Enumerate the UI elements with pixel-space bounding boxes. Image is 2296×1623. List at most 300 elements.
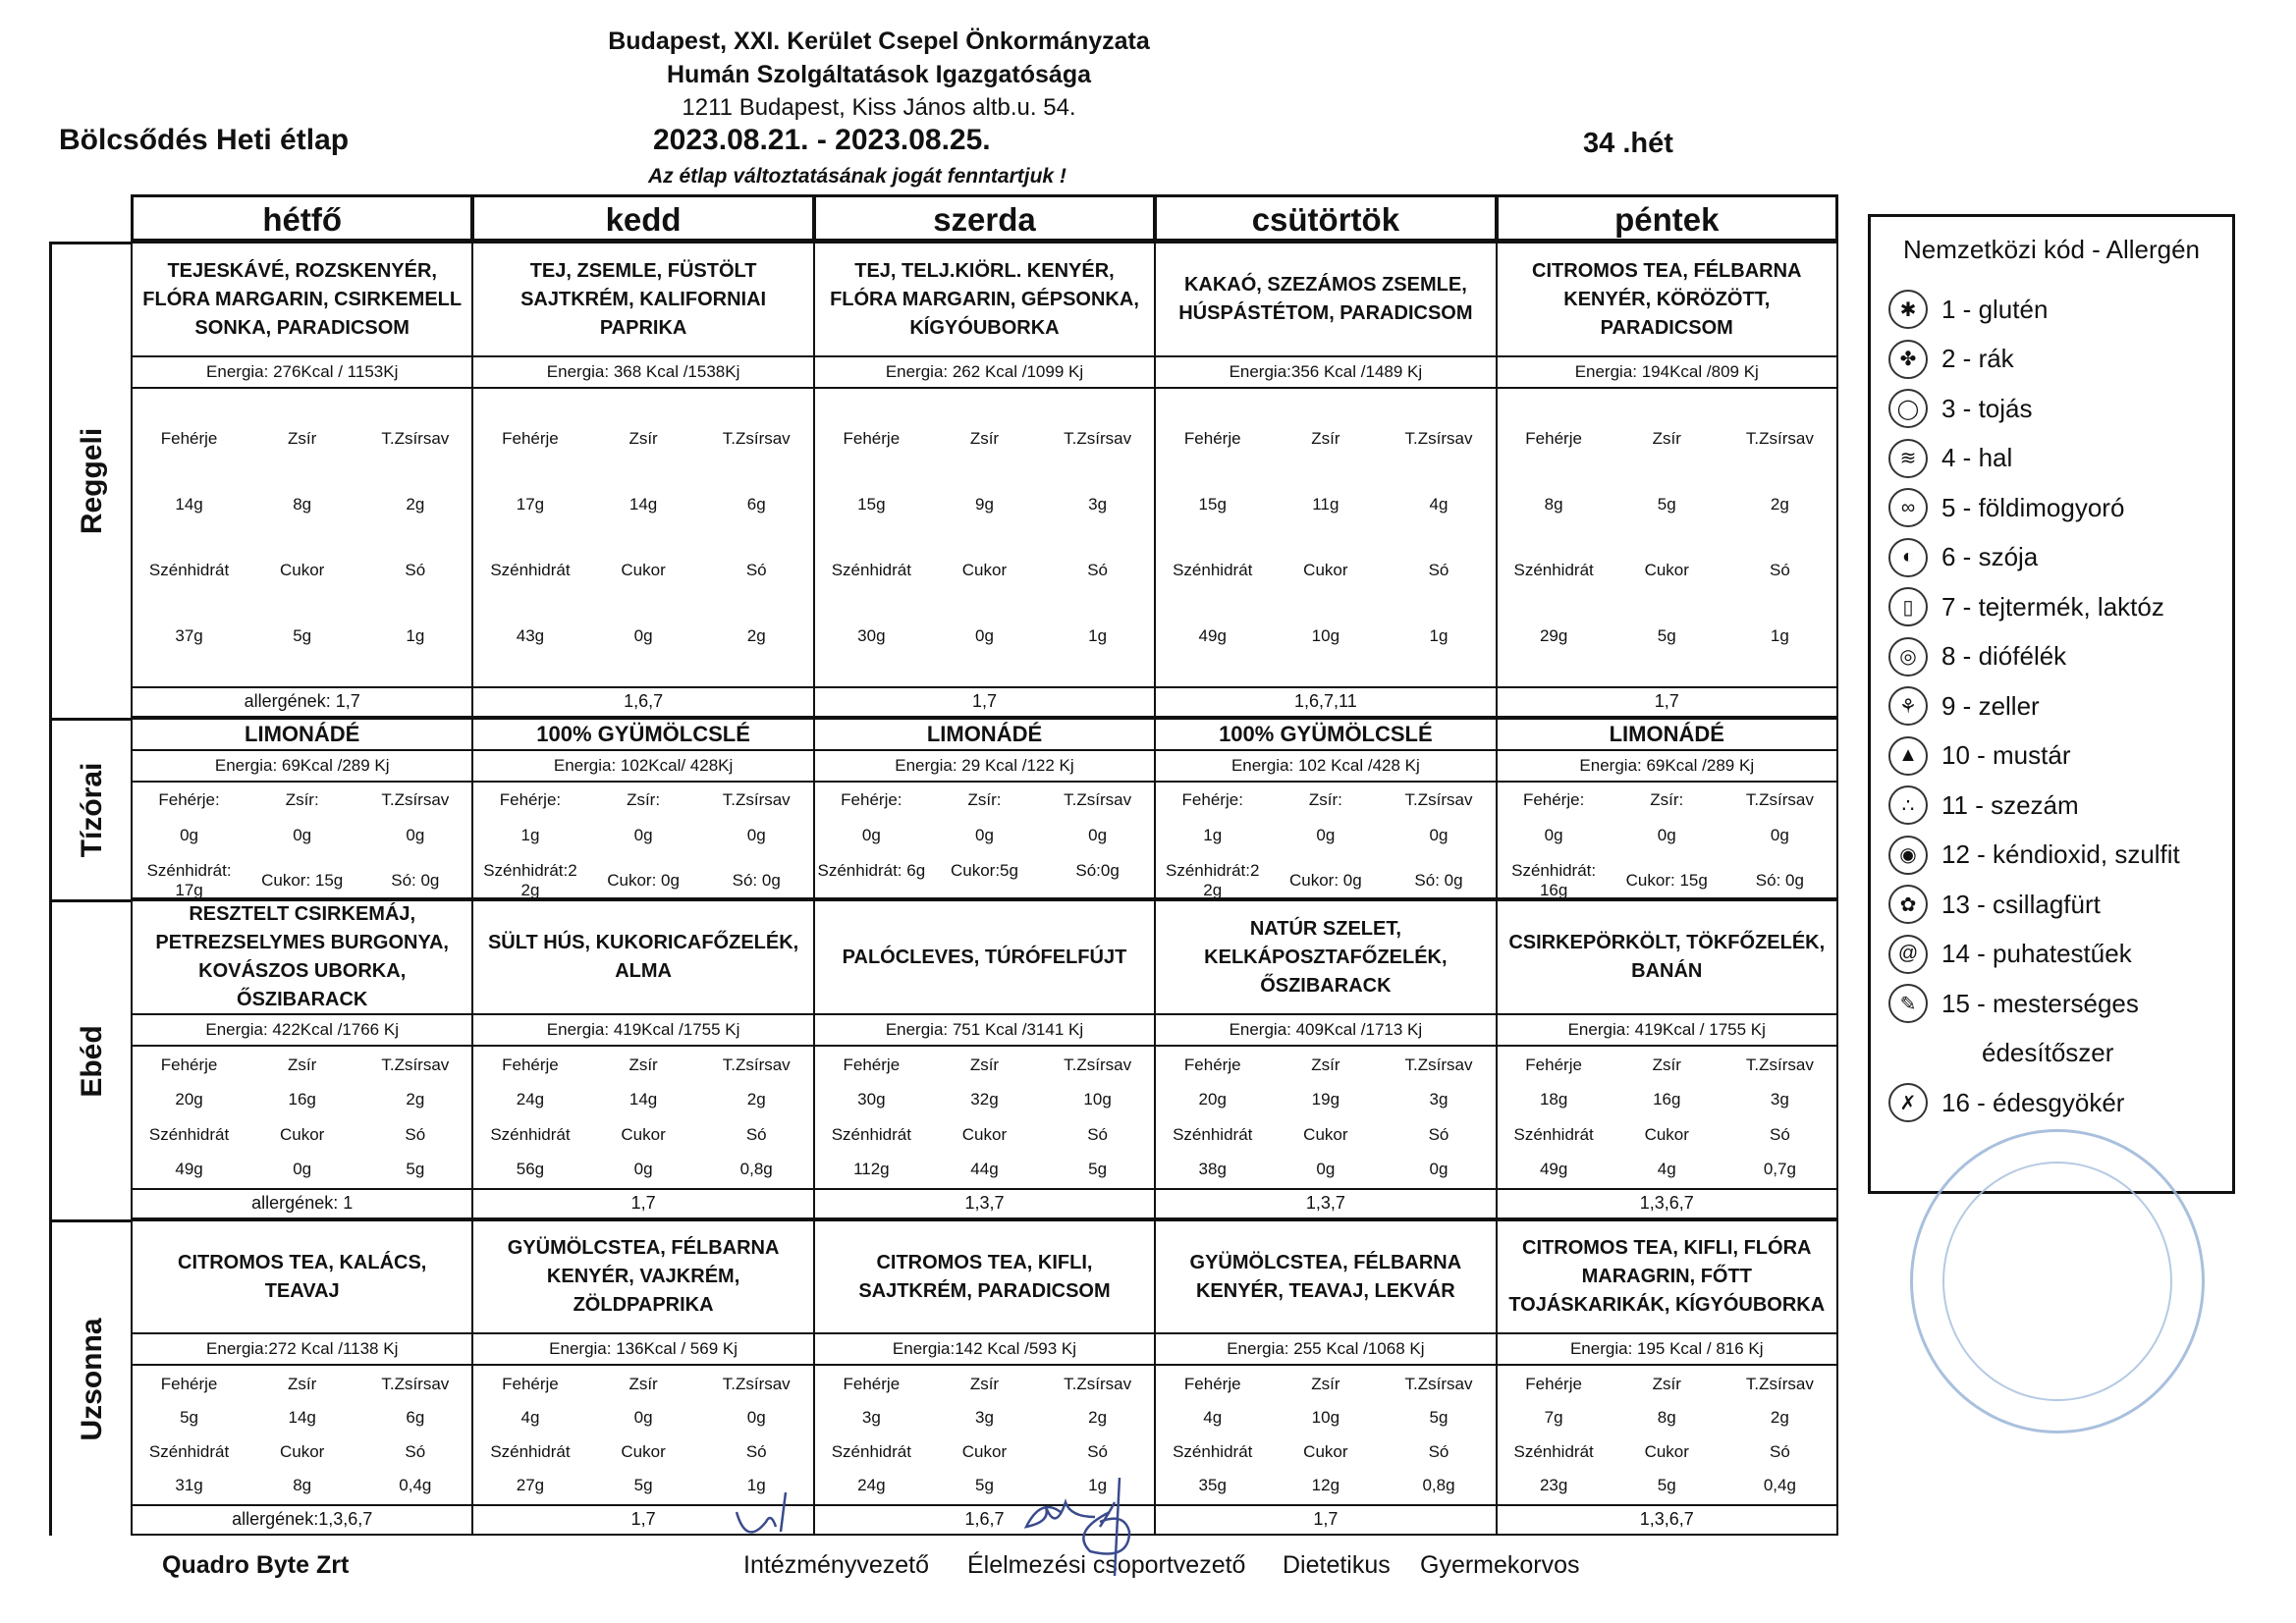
dish-name: RESZTELT CSIRKEMÁJ, PETREZSELYMES BURGONYA, KOVÁSZOS UBORKA, ŐSZIBARACK <box>133 901 471 1015</box>
meal-row-reggeli <box>49 242 1848 718</box>
allergen-codes: 1,6,7 <box>473 686 812 714</box>
nutrient-cell: Fehérje <box>160 429 218 448</box>
nutrient-grid <box>473 783 812 908</box>
nutrient-cell: Só <box>1087 1441 1108 1461</box>
legend-item <box>1888 285 2214 335</box>
nutrient-cell: Só <box>1769 561 1790 579</box>
nutrient-cell: Só <box>1087 1124 1108 1144</box>
nutrient-cell: Szénhidrát <box>1173 561 1253 579</box>
nutrient-cell: Só <box>1428 1441 1449 1461</box>
nutrient-cell: Szénhidrát: 6g <box>817 861 926 880</box>
dish-name: SÜLT HÚS, KUKORICAFŐZELÉK, ALMA <box>473 901 812 1015</box>
nutrient-cell: 19g <box>1311 1090 1340 1109</box>
nutrient-cell: 27g <box>516 1476 545 1495</box>
signature-role-dietitian: Dietetikus <box>1283 1551 1391 1579</box>
nutrient-cell: Zsír <box>288 429 317 448</box>
nutrient-cell: 2g <box>1088 1408 1108 1428</box>
nutrient-cell: 5g <box>1088 1159 1108 1178</box>
nutrient-cell: Só: 0g <box>391 871 440 890</box>
meal-row-tizorai <box>49 718 1848 899</box>
nutrient-cell: 0g <box>406 826 425 844</box>
nutrient-cell: Zsír <box>969 1055 1000 1075</box>
nutrient-cell: Szénhidrát <box>1513 1124 1594 1144</box>
nutrient-cell: 0g <box>1429 1159 1449 1178</box>
legend-label: 6 - szója <box>1941 542 2039 572</box>
nutrient-cell: 0g <box>633 1408 653 1428</box>
nutrient-cell: 15g <box>1198 495 1227 514</box>
organization-name: Budapest, XXI. Kerület Csepel Önkormányzata <box>608 27 1150 55</box>
legend-item <box>1888 979 2214 1029</box>
week-number: 34 .hét <box>1583 128 1673 159</box>
nutrient-cell: 5g <box>406 1159 425 1178</box>
nutrient-cell: Cukor: 15g <box>261 871 344 890</box>
nutrient-cell: 8g <box>1544 495 1563 514</box>
nutrient-cell: 3g <box>1088 495 1108 514</box>
allergen-codes: allergének: 1,7 <box>133 686 471 714</box>
nutrient-cell: Só <box>745 561 767 579</box>
nutrient-cell: Zsír <box>969 429 1000 448</box>
nutrient-cell: 15g <box>857 495 886 514</box>
weekly-menu-table <box>49 194 1848 1536</box>
dish-name: PALÓCLEVES, TÚRÓFELFÚJT <box>815 901 1154 1015</box>
nutrient-cell: 0g <box>633 1159 653 1178</box>
nutrient-cell: 2g <box>406 495 425 514</box>
menu-cell <box>1496 718 1838 899</box>
nutrient-cell: 16g <box>1653 1090 1681 1109</box>
nutrient-cell: Zsír <box>629 1374 658 1393</box>
nutrient-cell: 20g <box>1198 1090 1227 1109</box>
nutrient-cell: T.Zsírsav <box>1404 790 1473 809</box>
nutrient-cell: Fehérje <box>843 1055 901 1075</box>
nutrient-cell: 18g <box>1539 1090 1568 1109</box>
allergen-legend <box>1868 214 2235 1194</box>
energy-value: Energia:142 Kcal /593 Kj <box>815 1334 1154 1366</box>
nutrient-cell: 6g <box>406 1408 425 1428</box>
nutrient-cell: Cukor <box>961 561 1008 579</box>
allergen-codes: 1,7 <box>473 1188 812 1216</box>
allergen-codes: 1,6,7,11 <box>1156 686 1495 714</box>
nutrient-grid <box>1498 1047 1836 1188</box>
nutrient-cell: Fehérje <box>502 1374 559 1393</box>
energy-value: Energia: 136Kcal / 569 Kj <box>473 1334 812 1366</box>
nutrient-cell: 44g <box>970 1159 999 1178</box>
legend-label: 11 - szezám <box>1941 789 2079 820</box>
drink-name: LIMONÁDÉ <box>815 720 1154 751</box>
allergen-codes: allergének:1,3,6,7 <box>133 1504 471 1532</box>
nutrient-cell: Szénhidrát <box>831 1441 911 1461</box>
dish-name: GYÜMÖLCSTEA, FÉLBARNA KENYÉR, TEAVAJ, LEKVÁR <box>1156 1221 1495 1334</box>
address: 1211 Budapest, Kiss János altb.u. 54. <box>682 94 1076 121</box>
nutrient-cell: 0g <box>180 826 199 844</box>
nutrient-cell: 4g <box>520 1408 540 1428</box>
nutrient-grid <box>473 1047 812 1188</box>
nutrient-cell: 0,7g <box>1763 1159 1796 1178</box>
nutrient-cell: Zsír <box>288 1055 317 1075</box>
nutrient-cell: 0g <box>293 826 312 844</box>
nutrient-cell: Fehérje <box>160 1374 218 1393</box>
nutrient-cell: Zsír <box>1311 429 1340 448</box>
nutrient-cell: Szénhidrát: 16g <box>1511 861 1597 899</box>
meal-label-tizorai: Tízórai <box>76 762 108 858</box>
nutrient-grid <box>1156 1047 1495 1188</box>
nutrient-cell: Fehérje: <box>1181 790 1243 809</box>
nutrient-cell: 5g <box>180 1408 199 1428</box>
nutrient-cell: Só <box>405 1441 426 1461</box>
nutrient-cell: T.Zsírsav <box>1404 1374 1473 1393</box>
nutrient-cell: T.Zsírsav <box>381 1374 450 1393</box>
legend-item <box>1888 533 2214 583</box>
nutrient-cell: Szénhidrát <box>490 1124 571 1144</box>
nutrient-cell: Szénhidrát <box>490 561 571 579</box>
nutrient-cell: Só <box>1428 1124 1449 1144</box>
nutrient-cell: Szénhidrát <box>490 1441 571 1461</box>
dish-name: TEJESKÁVÉ, ROZSKENYÉR, FLÓRA MARGARIN, CSIRKEMELL SONKA, PARADICSOM <box>133 243 471 357</box>
nutrient-cell: Zsír <box>1652 429 1681 448</box>
legend-label: 10 - mustár <box>1941 740 2071 771</box>
nutrient-cell: 1g <box>1088 626 1108 645</box>
nutrient-cell: Cukor <box>1303 561 1348 579</box>
menu-cell <box>131 899 473 1219</box>
menu-cell <box>813 899 1156 1219</box>
nutrient-cell: 24g <box>857 1476 886 1495</box>
legend-label: 14 - puhatestűek <box>1941 939 2132 969</box>
legend-item <box>1888 384 2214 434</box>
energy-value: Energia: 102Kcal/ 428Kj <box>473 751 812 783</box>
soy-icon: ◐ <box>1888 538 1928 577</box>
meal-label-reggeli: Reggeli <box>76 427 108 535</box>
nutrient-cell: 0g <box>975 826 994 844</box>
meal-label-cell <box>49 1219 133 1536</box>
energy-value: Energia: 255 Kcal /1068 Kj <box>1156 1334 1495 1366</box>
menu-cell <box>471 242 814 718</box>
energy-value: Energia: 69Kcal /289 Kj <box>133 751 471 783</box>
nutrient-cell: Só <box>405 1124 426 1144</box>
legend-item <box>1888 1029 2214 1079</box>
nutrient-cell: 3g <box>975 1408 994 1428</box>
energy-value: Energia: 409Kcal /1713 Kj <box>1156 1015 1495 1047</box>
nutrient-cell: 0g <box>1429 826 1449 844</box>
nutrient-cell: Fehérje <box>502 429 559 448</box>
energy-value: Energia: 419Kcal /1755 Kj <box>473 1015 812 1047</box>
day-header-row <box>49 194 1848 242</box>
legend-label: 13 - csillagfürt <box>1941 889 2101 919</box>
menu-cell <box>131 1219 473 1536</box>
nut-icon: ◎ <box>1888 637 1928 676</box>
nutrient-cell: T.Zsírsav <box>1404 1055 1473 1075</box>
nutrient-cell: Zsír <box>969 1374 1000 1393</box>
allergen-codes: allergének: 1 <box>133 1188 471 1216</box>
legend-item <box>1888 731 2214 782</box>
nutrient-cell: Cukor <box>961 1124 1008 1144</box>
nutrient-cell: T.Zsírsav <box>722 1374 791 1393</box>
nutrient-cell: 1g <box>1203 826 1223 844</box>
nutrient-cell: Cukor <box>280 1124 325 1144</box>
nutrient-cell: Fehérje <box>1525 429 1582 448</box>
nutrient-cell: Zsír <box>288 1374 317 1393</box>
nutrient-cell: 5g <box>293 626 312 645</box>
energy-value: Energia: 262 Kcal /1099 Kj <box>815 357 1154 389</box>
dish-name: CITROMOS TEA, FÉLBARNA KENYÉR, KÖRÖZÖTT, PARADICSOM <box>1498 243 1836 357</box>
nutrient-cell: 9g <box>975 495 994 514</box>
legend-item <box>1888 483 2214 533</box>
signature-role-catering: Élelmezési csoportvezető <box>967 1551 1246 1579</box>
nutrient-cell: 32g <box>970 1090 999 1109</box>
nutrient-cell: Szénhidrát <box>1513 561 1594 579</box>
legend-label: 4 - hal <box>1941 443 2013 473</box>
legend-title: Nemzetközi kód - Allergén <box>1902 235 2201 264</box>
nutrient-cell: 0g <box>1316 1159 1336 1178</box>
nutrient-cell: Fehérje: <box>841 790 902 809</box>
sulfite-icon: ◉ <box>1888 836 1928 875</box>
nutrient-cell: Fehérje <box>160 1055 218 1075</box>
nutrient-cell: 14g <box>629 1090 658 1109</box>
legend-label: 1 - glutén <box>1941 294 2049 324</box>
day-tuesday: kedd <box>471 194 814 242</box>
signature-role-pediatrician: Gyermekorvos <box>1420 1551 1580 1579</box>
nutrient-cell: 8g <box>293 1476 312 1495</box>
nutrient-cell: Fehérje: <box>158 790 220 809</box>
nutrient-cell: Cukor <box>621 1124 666 1144</box>
energy-value: Energia:272 Kcal /1138 Kj <box>133 1334 471 1366</box>
nutrient-cell: 23g <box>1539 1476 1568 1495</box>
signature-role-director: Intézményvezető <box>743 1551 929 1579</box>
nutrient-cell: 16g <box>288 1090 316 1109</box>
nutrient-cell: T.Zsírsav <box>381 429 450 448</box>
nutrient-cell: Zsír: <box>1308 790 1342 809</box>
nutrient-cell: Só <box>1087 561 1108 579</box>
energy-value: Energia: 194Kcal /809 Kj <box>1498 357 1836 389</box>
directorate-name: Humán Szolgáltatások Igazgatósága <box>666 61 1092 88</box>
dish-name: NATÚR SZELET, KELKÁPOSZTAFŐZELÉK, ŐSZIBARACK <box>1156 901 1495 1015</box>
nutrient-cell: 1g <box>406 626 425 645</box>
menu-cell <box>1154 718 1497 899</box>
nutrient-cell: Cukor <box>1644 1124 1689 1144</box>
sesame-icon: ∴ <box>1888 785 1928 825</box>
nutrient-cell: Zsír <box>629 429 658 448</box>
energy-value: Energia: 276Kcal / 1153Kj <box>133 357 471 389</box>
nutrient-grid <box>815 1047 1154 1188</box>
dish-name: CITROMOS TEA, KIFLI, SAJTKRÉM, PARADICSOM <box>815 1221 1154 1334</box>
energy-value: Energia: 422Kcal /1766 Kj <box>133 1015 471 1047</box>
nutrient-cell: 0,8g <box>739 1159 773 1178</box>
nutrient-grid <box>1156 783 1495 908</box>
nutrient-cell: Fehérje: <box>499 790 562 809</box>
legend-label: 3 - tojás <box>1941 393 2033 423</box>
nutrient-cell: Fehérje: <box>1522 790 1585 809</box>
nutrient-cell: Fehérje <box>1183 429 1241 448</box>
nutrient-grid <box>815 389 1154 686</box>
energy-value: Energia:356 Kcal /1489 Kj <box>1156 357 1495 389</box>
legend-item <box>1888 335 2214 385</box>
allergen-codes: 1,7 <box>1498 686 1836 714</box>
legend-item <box>1888 681 2214 731</box>
nutrient-cell: 30g <box>857 1090 886 1109</box>
nutrient-cell: Cukor: 0g <box>607 871 680 890</box>
date-range: 2023.08.21. - 2023.08.25. <box>653 124 991 156</box>
menu-cell <box>131 718 473 899</box>
nutrient-cell: T.Zsírsav <box>1064 1374 1132 1393</box>
nutrient-cell: Cukor <box>280 561 325 579</box>
nutrient-cell: 0g <box>975 626 994 645</box>
legend-label: édesítőszer <box>1982 1038 2114 1068</box>
nutrient-cell: T.Zsírsav <box>381 1055 450 1075</box>
energy-value: Energia: 195 Kcal / 816 Kj <box>1498 1334 1836 1366</box>
nutrient-cell: T.Zsírsav <box>1064 429 1132 448</box>
celery-icon: ⚘ <box>1888 686 1928 726</box>
allergen-codes: 1,7 <box>473 1504 812 1532</box>
nutrient-cell: 29g <box>1539 626 1568 645</box>
nutrient-cell: 8g <box>293 495 312 514</box>
nutrient-cell: Cukor <box>961 1441 1008 1461</box>
legend-item <box>1888 434 2214 484</box>
nutrient-cell: 14g <box>175 495 203 514</box>
nutrient-cell: Szénhidrát:2 2g <box>1166 861 1260 899</box>
nutrient-cell: 7g <box>1544 1408 1563 1428</box>
nutrient-cell: T.Zsírsav <box>1745 1374 1814 1393</box>
nutrient-cell: Só <box>745 1441 767 1461</box>
nutrient-cell: 10g <box>1083 1090 1112 1109</box>
nutrient-cell: 0g <box>1657 826 1676 844</box>
nutrient-cell: 14g <box>629 495 658 514</box>
nutrient-cell: T.Zsírsav <box>1745 429 1814 448</box>
nutrient-cell: 12g <box>1311 1476 1340 1495</box>
menu-cell <box>471 718 814 899</box>
nutrient-cell: Szénhidrát <box>1173 1124 1253 1144</box>
menu-cell <box>131 242 473 718</box>
nutrient-cell: Zsír <box>1652 1055 1681 1075</box>
allergen-codes: 1,7 <box>815 686 1154 714</box>
mollusc-icon: @ <box>1888 935 1928 974</box>
nutrient-cell: Fehérje <box>502 1055 559 1075</box>
nutrient-cell: 3g <box>861 1408 881 1428</box>
nutrient-cell: 0g <box>861 826 881 844</box>
nutrient-cell: 5g <box>975 1476 994 1495</box>
nutrient-cell: 30g <box>857 626 886 645</box>
nutrient-cell: Zsír <box>1311 1374 1340 1393</box>
dish-name: TEJ, TELJ.KIÖRL. KENYÉR, FLÓRA MARGARIN, GÉPSONKA, KÍGYÓUBORKA <box>815 243 1154 357</box>
company-name: Quadro Byte Zrt <box>162 1551 350 1579</box>
fish-icon: ≋ <box>1888 439 1928 478</box>
legend-label: 2 - rák <box>1941 344 2014 374</box>
allergen-codes: 1,6,7 <box>815 1504 1154 1532</box>
nutrient-cell: Zsír <box>629 1055 658 1075</box>
nutrient-cell: 0g <box>1088 826 1108 844</box>
nutrient-cell: Fehérje <box>1183 1055 1241 1075</box>
peanut-icon: ∞ <box>1888 488 1928 527</box>
legend-item <box>1888 831 2214 881</box>
nutrient-cell: 0g <box>746 826 766 844</box>
nutrient-cell: Szénhidrát <box>148 1441 230 1461</box>
nutrient-cell: Cukor <box>1303 1441 1348 1461</box>
nutrient-cell: T.Zsírsav <box>381 790 450 809</box>
legend-item <box>1888 930 2214 980</box>
nutrient-grid <box>1156 389 1495 686</box>
legend-label: 9 - zeller <box>1941 690 2040 721</box>
egg-icon: ◯ <box>1888 389 1928 428</box>
nutrient-cell: 3g <box>1429 1090 1449 1109</box>
official-stamp <box>1910 1129 2205 1434</box>
legend-label: 5 - földimogyoró <box>1941 492 2125 522</box>
nutrient-cell: 24g <box>516 1090 545 1109</box>
nutrient-cell: Cukor: 15g <box>1625 871 1708 890</box>
nutrient-cell: Fehérje <box>843 1374 901 1393</box>
nutrient-cell: T.Zsírsav <box>1064 1055 1132 1075</box>
nutrient-cell: Zsír: <box>285 790 319 809</box>
nutrient-cell: Cukor: 0g <box>1289 871 1362 890</box>
nutrient-grid <box>815 783 1154 889</box>
nutrient-cell: Cukor:5g <box>950 861 1018 880</box>
nutrient-cell: Zsír: <box>627 790 661 809</box>
dish-name: GYÜMÖLCSTEA, FÉLBARNA KENYÉR, VAJKRÉM, ZÖLDPAPRIKA <box>473 1221 812 1334</box>
nutrient-cell: Szénhidrát <box>148 561 230 579</box>
nutrient-cell: 49g <box>1539 1159 1568 1178</box>
nutrient-cell: T.Zsírsav <box>722 790 791 809</box>
nutrient-cell: Cukor <box>1644 1441 1689 1461</box>
menu-cell <box>813 242 1156 718</box>
nutrient-cell: Cukor <box>1644 561 1689 579</box>
nutrient-cell: Só: 0g <box>1414 871 1463 890</box>
menu-cell <box>1154 899 1497 1219</box>
meal-label-uzsonna: Uzsonna <box>76 1317 108 1441</box>
dish-name: CITROMOS TEA, KALÁCS, TEAVAJ <box>133 1221 471 1334</box>
nutrient-cell: Cukor <box>280 1441 325 1461</box>
dish-name: CITROMOS TEA, KIFLI, FLÓRA MARAGRIN, FŐTT TOJÁSKARIKÁK, KÍGYÓUBORKA <box>1498 1221 1836 1334</box>
drink-name: 100% GYÜMÖLCSLÉ <box>473 720 812 751</box>
nutrient-cell: 2g <box>746 1090 766 1109</box>
crab-icon: ✤ <box>1888 340 1928 379</box>
energy-value: Energia: 368 Kcal /1538Kj <box>473 357 812 389</box>
nutrient-cell: 1g <box>746 1476 766 1495</box>
nutrient-cell: 4g <box>1203 1408 1223 1428</box>
meal-label-cell <box>49 899 133 1219</box>
nutrient-cell: Szénhidrát <box>831 1124 911 1144</box>
day-wednesday: szerda <box>813 194 1156 242</box>
nutrient-cell: T.Zsírsav <box>1064 790 1132 809</box>
allergen-codes: 1,3,7 <box>815 1188 1154 1216</box>
nutrient-cell: 5g <box>1657 495 1676 514</box>
nutrient-cell: 49g <box>1198 626 1227 645</box>
nutrient-cell: Szénhidrát <box>831 561 911 579</box>
nutrient-cell: 0,4g <box>399 1476 432 1495</box>
nutrient-cell: 31g <box>175 1476 203 1495</box>
nutrient-cell: Fehérje <box>843 429 901 448</box>
meal-row-ebed <box>49 899 1848 1219</box>
dish-name: TEJ, ZSEMLE, FÜSTÖLT SAJTKRÉM, KALIFORNIAI PAPRIKA <box>473 243 812 357</box>
legend-item <box>1888 582 2214 632</box>
nutrient-cell: 14g <box>288 1408 316 1428</box>
menu-cell <box>1496 242 1838 718</box>
allergen-codes: 1,3,7 <box>1156 1188 1495 1216</box>
legend-item <box>1888 781 2214 831</box>
nutrient-cell: Só: 0g <box>1755 871 1804 890</box>
dish-name: CSIRKEPÖRKÖLT, TÖKFŐZELÉK, BANÁN <box>1498 901 1836 1015</box>
nutrient-cell: Cukor <box>621 1441 666 1461</box>
nutrient-cell: 1g <box>1429 626 1449 645</box>
nutrient-cell: Só <box>1428 561 1449 579</box>
nutrient-cell: 3g <box>1770 1090 1789 1109</box>
legend-label: 16 - édesgyökér <box>1941 1087 2125 1117</box>
nutrient-cell: 2g <box>746 626 766 645</box>
legend-label: 15 - mesterséges <box>1941 988 2139 1018</box>
nutrient-cell: 0,8g <box>1422 1476 1455 1495</box>
nutrient-cell: 4g <box>1657 1159 1676 1178</box>
nutrient-cell: Só:0g <box>1075 861 1120 880</box>
energy-value: Energia: 29 Kcal /122 Kj <box>815 751 1154 783</box>
nutrient-cell: Fehérje <box>1525 1374 1582 1393</box>
nutrient-cell: 0g <box>633 826 653 844</box>
nutrient-cell: 5g <box>633 1476 653 1495</box>
energy-value: Energia: 751 Kcal /3141 Kj <box>815 1015 1154 1047</box>
